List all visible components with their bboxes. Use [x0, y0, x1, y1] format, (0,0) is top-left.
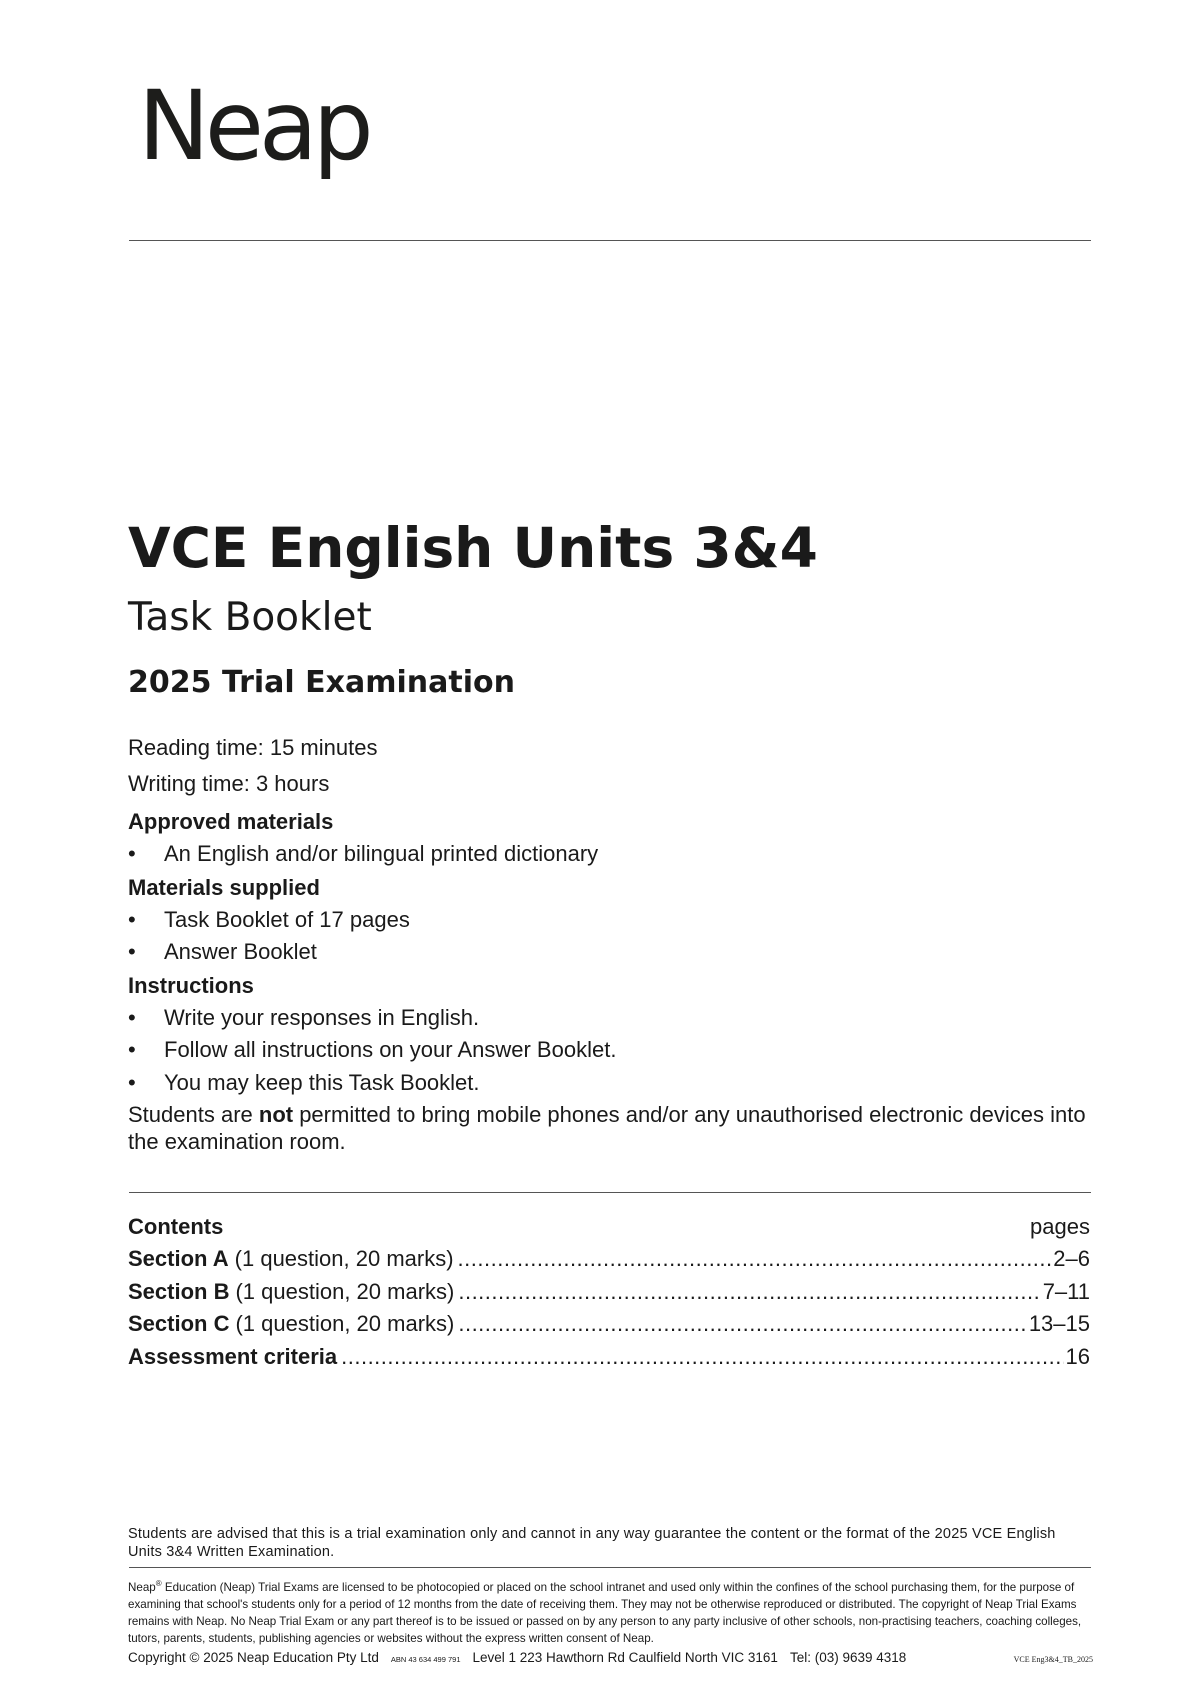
notice-emphasis: not — [258, 1102, 294, 1127]
list-item — [128, 1067, 1088, 1100]
dot-leader — [458, 1276, 1040, 1309]
list-item — [128, 838, 1088, 871]
footer-divider — [129, 1567, 1091, 1568]
contents-row-pages: 7–11 — [1042, 1278, 1090, 1304]
bullet: • — [128, 1069, 136, 1095]
contents-row-label: Section B — [128, 1278, 230, 1304]
bullet: • — [128, 939, 136, 964]
header-divider — [129, 240, 1091, 241]
contents-row — [128, 1308, 1090, 1341]
writing-time: Writing time: 3 hours — [128, 771, 330, 796]
approved-materials-heading: Approved materials — [128, 809, 334, 834]
list-item — [128, 1002, 1088, 1035]
company-phone: Tel: (03) 9639 4318 — [789, 1650, 907, 1665]
list-item — [128, 1034, 1088, 1067]
copyright-footer — [128, 1650, 1093, 1665]
page-subtitle: Task Booklet — [128, 595, 372, 640]
dot-leader — [341, 1341, 1063, 1374]
bullet: • — [128, 841, 136, 866]
contents-heading: Contents — [128, 1214, 224, 1239]
abn-number: ABN 43 634 499 791 — [390, 1655, 461, 1664]
notice-text: Students are — [128, 1102, 259, 1127]
dot-leader — [458, 1243, 1052, 1276]
contents-row-desc: (1 question, 20 marks) — [235, 1311, 455, 1336]
registered-mark: ® — [155, 1579, 162, 1588]
contents-row-label: Section A — [128, 1246, 229, 1271]
neap-logo: Neap — [138, 70, 369, 182]
contents-row — [128, 1341, 1090, 1374]
list-item-text: An English and/or bilingual printed dictionary — [164, 841, 599, 866]
contents-row — [128, 1276, 1090, 1309]
device-notice — [128, 1101, 1088, 1155]
list-item — [128, 904, 1088, 937]
reading-time: Reading time: 15 minutes — [128, 735, 378, 760]
company-address: Level 1 223 Hawthorn Rd Caulfield North VIC 3161 — [472, 1650, 778, 1665]
document-code: VCE Eng3&4_TB_2025 — [1013, 1655, 1093, 1664]
list-item-text: You may keep this Task Booklet. — [164, 1069, 480, 1095]
contents-table — [128, 1210, 1090, 1373]
licence-text: Education (Neap) Trial Exams are licensed to be photocopied or placed on the school intranet and used only within the confines of the school purchasing them, for the purpose of examining that school's students only for a period of 12 months from the date of receiving them. They may not be otherwise reproduced or distributed. The copyright of Neap Trial Exams remains with Neap. No Neap Trial Exam or any part thereof is to be issued or passed on by any person to any party inclusive of other schools, non-practising teachers, coaching colleges, tutors, parents, students, publishing agencies or websites without the express written consent of Neap. — [128, 1580, 1082, 1645]
list-item-text: Task Booklet of 17 pages — [164, 906, 410, 932]
contents-row-pages: 2–6 — [1053, 1246, 1090, 1271]
materials-supplied-heading: Materials supplied — [128, 874, 320, 900]
instructions-list — [128, 1002, 1088, 1100]
page-title: VCE English Units 3&4 — [128, 516, 818, 580]
materials-supplied-list — [128, 904, 1088, 969]
bullet: • — [128, 906, 136, 932]
licence-brand: Neap — [128, 1580, 156, 1594]
licence-notice — [128, 1575, 1093, 1647]
bullet: • — [128, 1004, 136, 1030]
bullet: • — [128, 1037, 136, 1062]
list-item-text: Write your responses in English. — [164, 1004, 480, 1030]
contents-row-desc: (1 question, 20 marks) — [234, 1246, 454, 1271]
contents-row-label: Section C — [128, 1311, 230, 1336]
pages-heading: pages — [1030, 1214, 1090, 1239]
contents-row-desc: (1 question, 20 marks) — [235, 1278, 455, 1304]
list-item — [128, 936, 1088, 969]
contents-row — [128, 1243, 1090, 1276]
approved-materials-list — [128, 838, 1088, 871]
notice-text: permitted to bring mobile phones and/or any unauthorised electronic devices into the examination room. — [128, 1102, 1086, 1154]
contents-row-label: Assessment criteria — [128, 1343, 338, 1369]
contents-header — [128, 1210, 1090, 1243]
instructions-heading: Instructions — [128, 972, 254, 998]
list-item-text: Answer Booklet — [164, 939, 317, 964]
contents-row-pages: 16 — [1065, 1343, 1090, 1369]
exam-name: 2025 Trial Examination — [128, 665, 515, 700]
contents-divider — [129, 1192, 1091, 1193]
list-item-text: Follow all instructions on your Answer Booklet. — [164, 1037, 617, 1062]
contents-row-pages: 13–15 — [1028, 1311, 1090, 1336]
trial-advice: Students are advised that this is a trial examination only and cannot in any way guarantee the content or the format of the 2025 VCE English Units 3&4 Written Examination. — [128, 1526, 1056, 1560]
exam-info — [128, 730, 1088, 1155]
dot-leader — [458, 1308, 1026, 1341]
copyright-text: Copyright © 2025 Neap Education Pty Ltd — [128, 1650, 379, 1665]
